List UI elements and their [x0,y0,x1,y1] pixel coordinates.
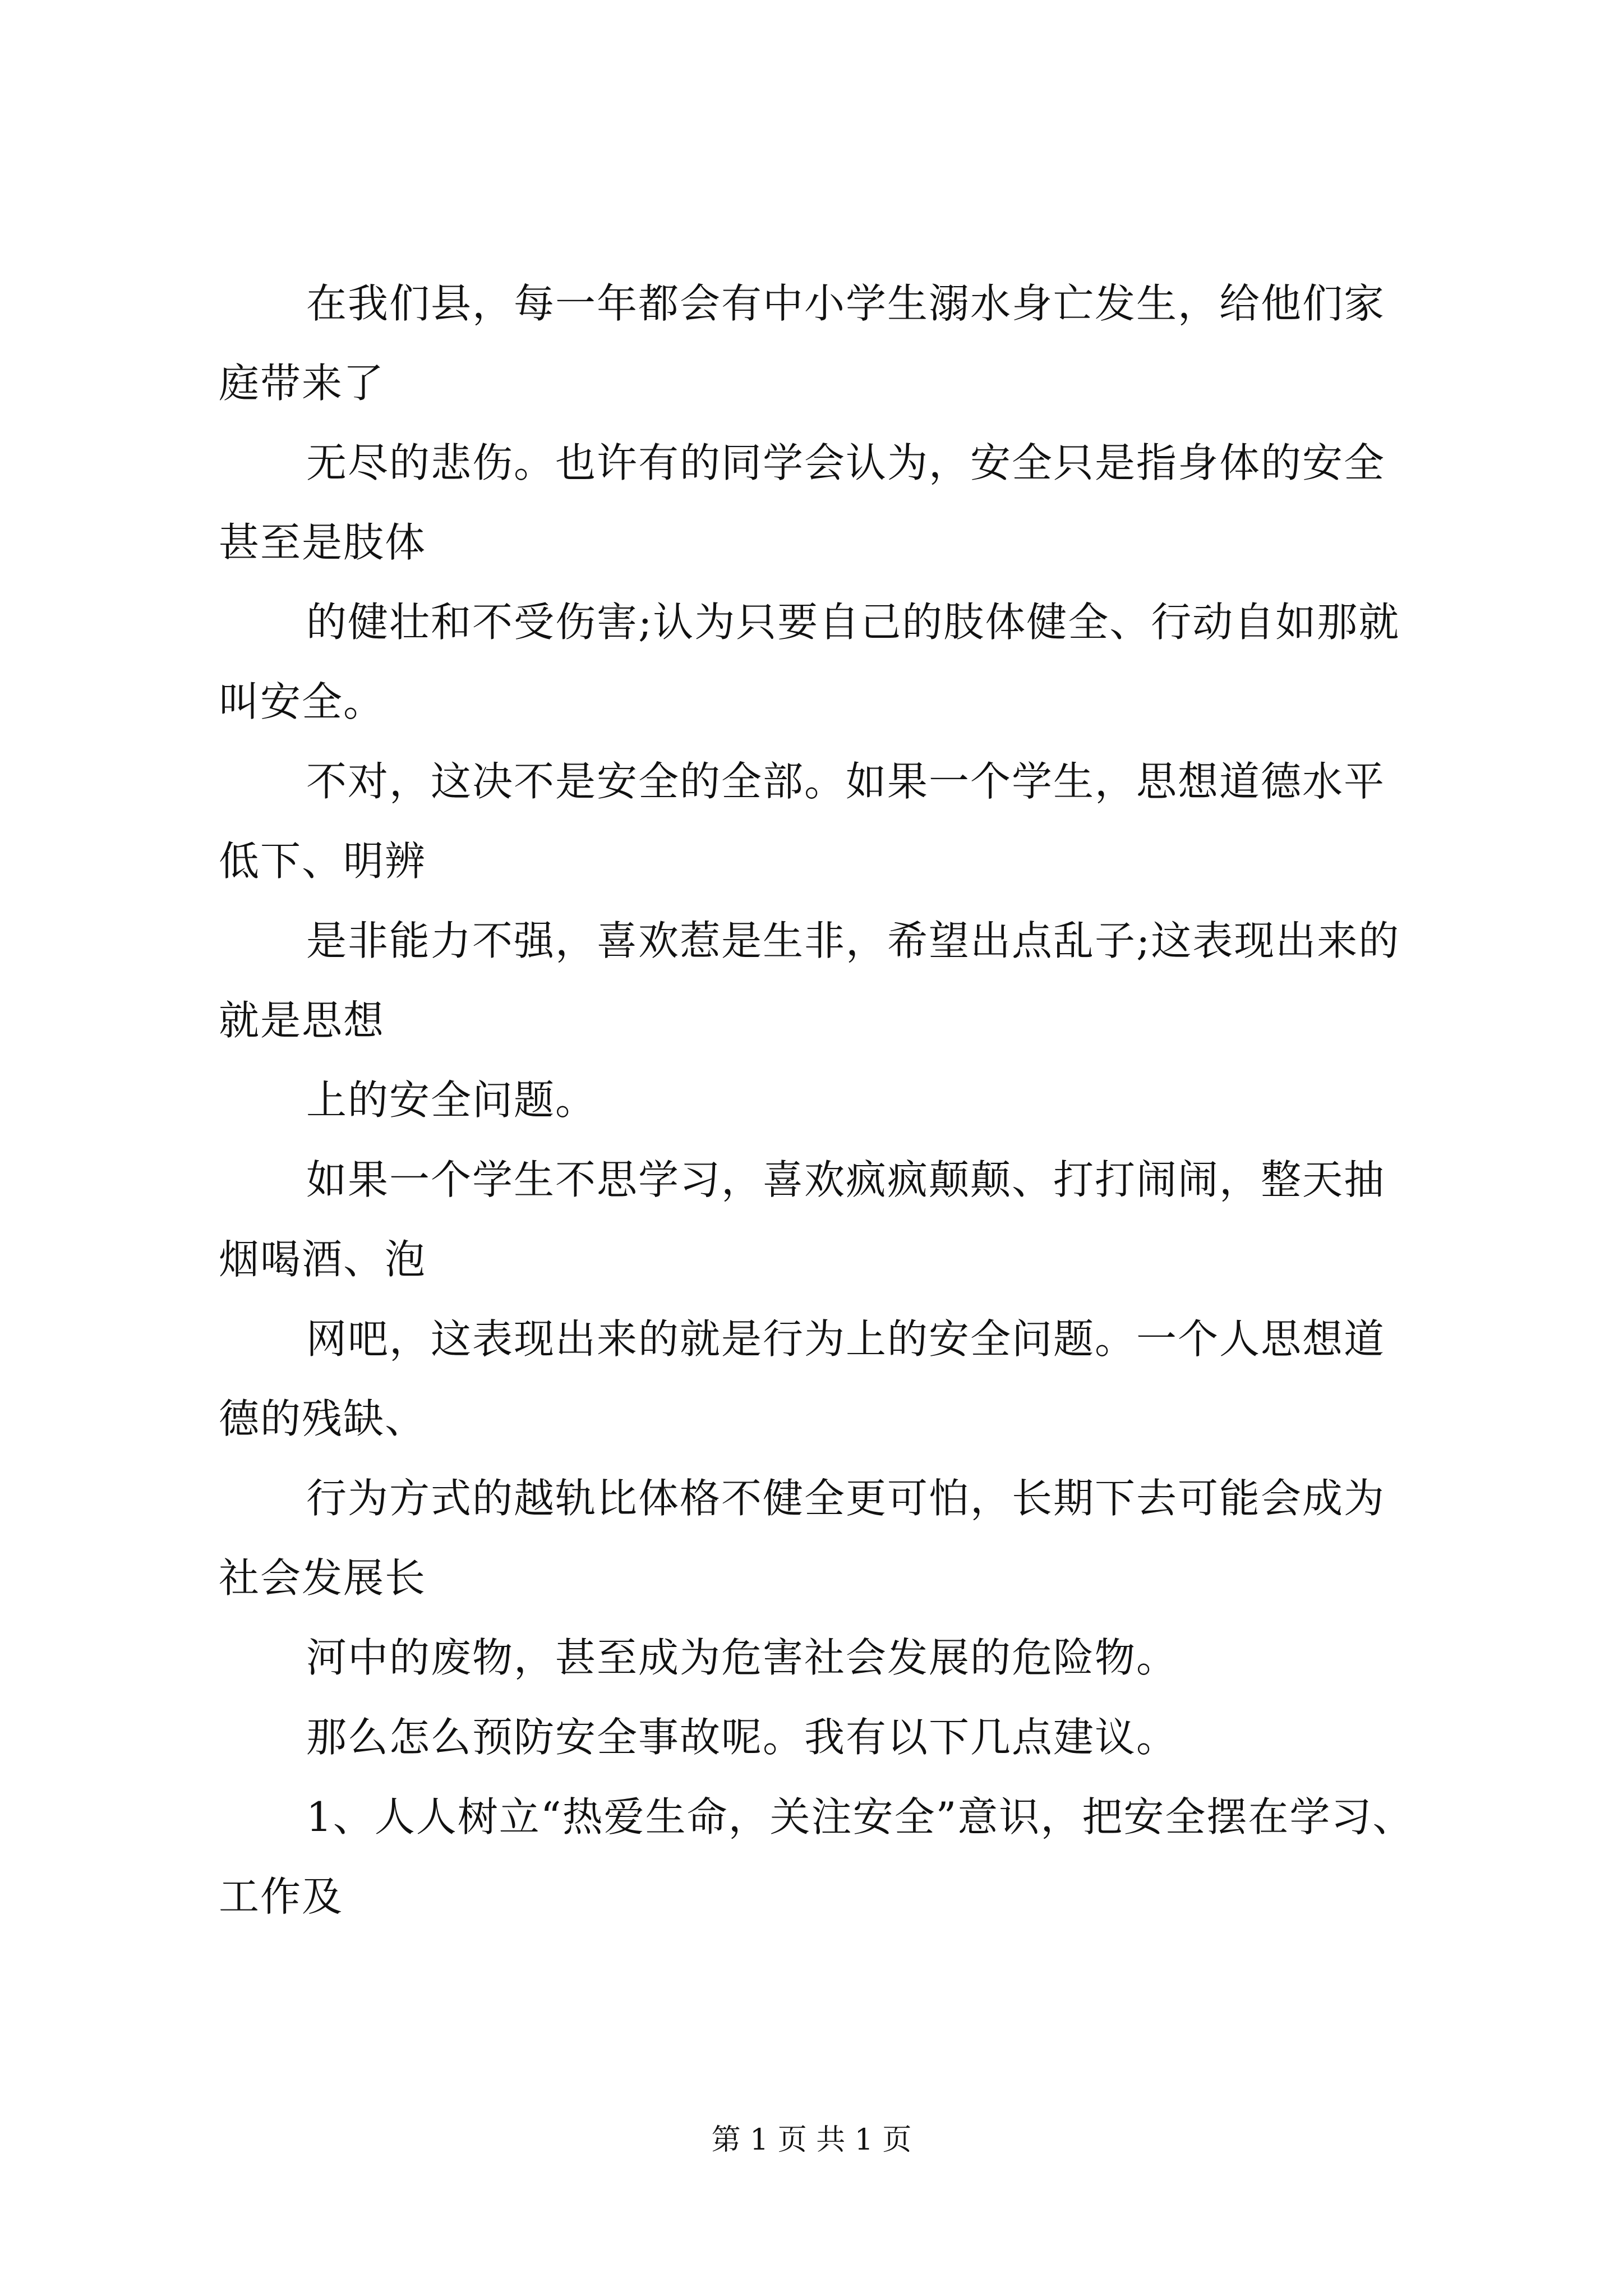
paragraph: 行为方式的越轨比体格不健全更可怕，长期下去可能会成为社会发展长 [219,1475,1386,1602]
document-body [219,264,1419,1936]
paragraph: 上的安全问题。 [306,1076,597,1124]
paragraph: 是非能力不强，喜欢惹是生非，希望出点乱子;这表现出来的就是思想 [219,917,1400,1044]
paragraph: 无尽的悲伤。也许有的同学会认为，安全只是指身体的安全甚至是肢体 [219,439,1386,566]
paragraph: 的健壮和不受伤害;认为只要自己的肢体健全、行动自如那就叫安全。 [219,599,1400,725]
paragraph: 不对，这决不是安全的全部。如果一个学生，思想道德水平低下、明辨 [219,758,1386,885]
paragraph: 那么怎么预防安全事故呢。我有以下几点建议。 [306,1714,1178,1761]
paragraph: 1、人人树立“热爱生命，关注安全”意识，把安全摆在学习、工作及 [219,1793,1414,1920]
page-number-footer: 第 1 页 共 1 页 [711,2123,912,2157]
paragraph: 在我们县，每一年都会有中小学生溺水身亡发生，给他们家庭带来了 [219,280,1386,407]
paragraph: 河中的废物，甚至成为危害社会发展的危险物。 [306,1634,1178,1681]
paragraph: 网吧，这表现出来的就是行为上的安全问题。一个人思想道德的残缺、 [219,1315,1386,1442]
paragraph: 如果一个学生不思学习，喜欢疯疯颠颠、打打闹闹，整天抽烟喝酒、泡 [219,1156,1386,1283]
